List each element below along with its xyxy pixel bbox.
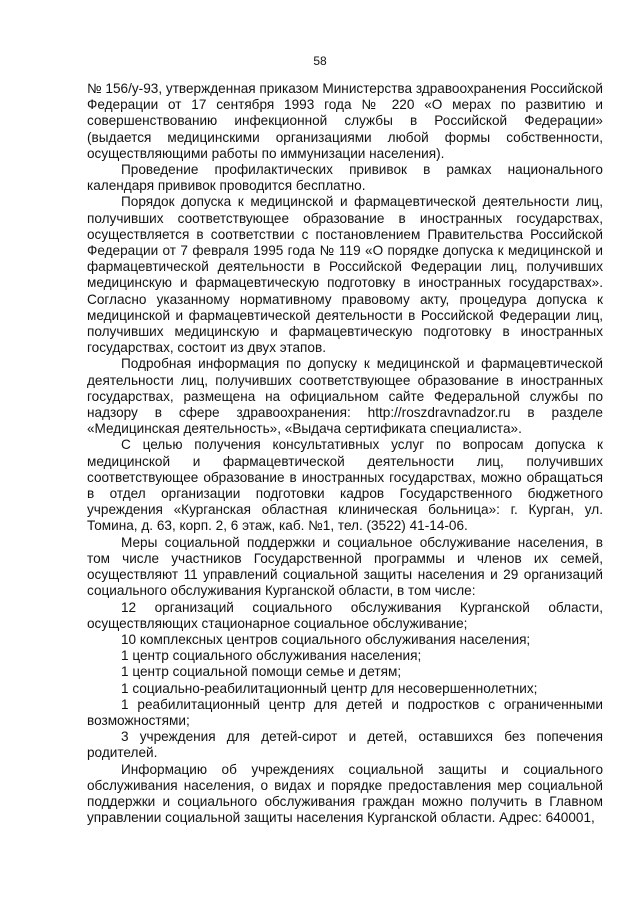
list-item: 1 социально-реабилитационный центр для несовершеннолетних; <box>121 680 538 696</box>
list-item: 1 реабилитационный центр для детей и подростков с ограниченными возможностями; <box>87 696 603 728</box>
list-item: 1 центр социальной помощи семье и детям; <box>121 664 402 680</box>
list-item: 12 организаций социального обслуживания Курганской области, осуществляющих стационарное социальное обслуживание; <box>87 599 603 631</box>
list-item: 10 комплексных центров социального обслуживания населения; <box>121 631 531 647</box>
document-body <box>87 81 603 826</box>
list-item: 1 центр социального обслуживания населения; <box>121 648 422 664</box>
paragraph: Порядок допуска к медицинской и фармацевтической деятельности лиц, получивших соответствующее образование в иностранных государствах, осуществляется в соответствии с постановлением Правительства Российской Федерации от 7 февраля 1995 года № 119 «О порядке допуска к медицинской и фармацевтической деятельности в Российской Федерации лиц, получивших медицинскую и фармацевтическую подготовку в иностранных государствах». Согласно указанному нормативному правовому акту, процедура допуска к медицинской и фармацевтической деятельности в Российской Федерации лиц, получивших медицинскую и фармацевтическую подготовку в иностранных государствах, состоит из двух этапов. <box>87 194 603 356</box>
list-item: 3 учреждения для детей-сирот и детей, оставшихся без попечения родителей. <box>87 729 603 761</box>
paragraph: С целью получения консультативных услуг по вопросам допуска к медицинской и фармацевтической деятельности лиц, получивших соответствующее образование в иностранных государствах, можно обращаться в отдел организации подготовки кадров Государственного бюджетного учреждения «Курганская областная клиническая больница»: г. Курган, ул. Томина, д. 63, корп. 2, 6 этаж, каб. №1, тел. (3522) 41-14-06. <box>87 437 603 534</box>
paragraph: № 156/у-93, утвержденная приказом Министерства здравоохранения Российской Федерации от 17 сентября 1993 года № 220 «О мерах по развитию и совершенствованию инфекционной службы в Российской Федерации» (выдается медицинскими организациями любой формы собственности, осуществляющими работы по иммунизации населения). <box>87 81 603 161</box>
page-number: 58 <box>313 54 327 68</box>
paragraph: Проведение профилактических прививок в рамках национального календаря прививок проводится бесплатно. <box>87 162 603 194</box>
paragraph: Подробная информация по допуску к медицинской и фармацевтической деятельности лиц, получивших соответствующее образование в иностранных государствах, размещена на официальном сайте Федеральной службы по надзору в сфере здравоохранения: http://roszdravnadzor.ru в разделе «Медицинская деятельность», «Выдача сертификата специалиста». <box>87 356 603 437</box>
paragraph: Информацию об учреждениях социальной защиты и социального обслуживания населения, о видах и порядке предоставления мер социальной поддержки и социального обслуживания граждан можно получить в Главном управлении социальной защиты населения Курганской области. Адрес: 640001, <box>87 761 603 826</box>
paragraph: Меры социальной поддержки и социальное обслуживание населения, в том числе участников Государственной программы и членов их семей, осуществляют 11 управлений социальной защиты населения и 29 организаций социального обслуживания Курганской области, в том числе: <box>87 534 603 599</box>
